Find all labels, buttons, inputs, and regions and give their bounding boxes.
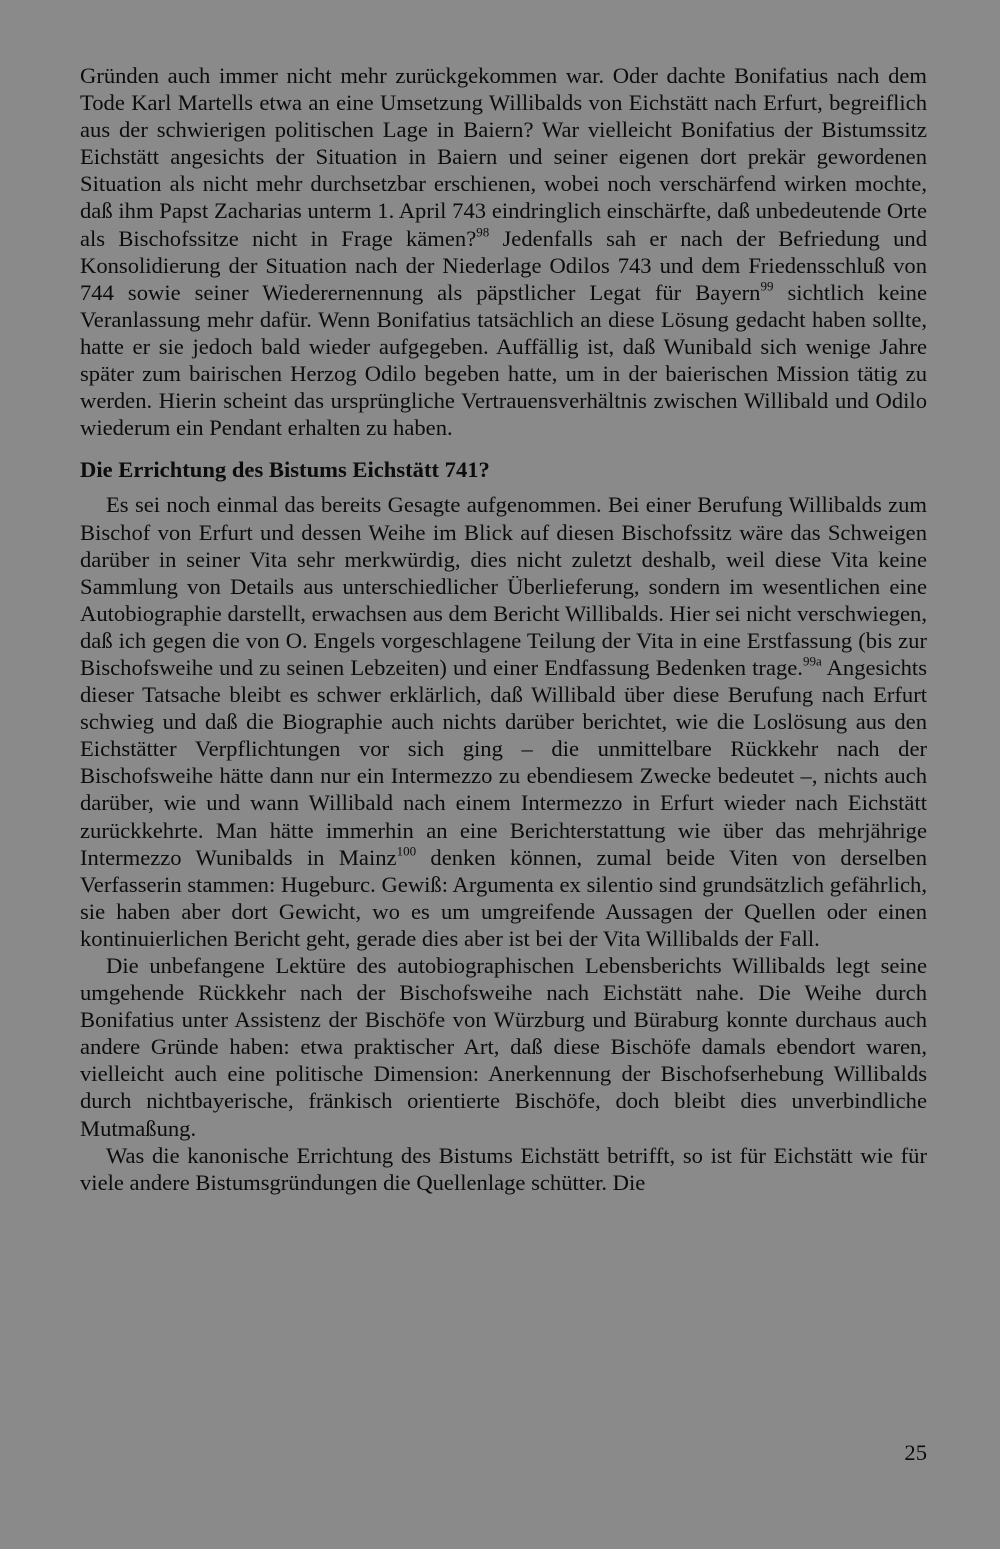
section-heading: Die Errichtung des Bistums Eichstätt 741? xyxy=(80,457,490,483)
text-run: denken können, zumal beide Viten von derselben Verfasserin stammen: Hugeburc. Gewiß: Argumenta ex silentio sind grundsätzlich gefährlich, sie haben aber dort Gewicht, wo es um umgreifende Aussagen der Quellen oder einen kontinuierlichen Bericht geht, gerade dies aber ist bei der Vita Willibalds der Fall. xyxy=(80,844,928,951)
text-run: Gründen auch immer nicht mehr zurückgekommen war. Oder dachte Bonifatius nach dem Tode Karl Martells etwa an eine Umsetzung Willibalds von Eichstätt nach Erfurt, begreiflich aus der schwierigen politischen Lage in Baiern? War vielleicht Bonifatius der Bistumssitz Eichstätt angesichts der Situation in Baiern und seiner eigenen dort prekär gewordenen Situation als nicht mehr durchsetzbar erschienen, wobei noch verschärfend wirken mochte, daß ihm Papst Zacharias unterm 1. April 743 eindringlich einschärfte, daß unbedeutende Orte als Bischofssitze nicht in Frage kämen? xyxy=(80,63,927,251)
text-run: sichtlich keine Veranlassung mehr dafür. Wenn Bonifatius tatsächlich an diese Lösung gedacht haben sollte, hatte er sie jedoch bald wieder aufgegeben. Auffällig ist, daß Wunibald sich wenige Jahre später zum bairischen Herzog Odilo begeben hatte, um in der baierischen Mission tätig zu werden. Hierin scheint das ursprüngliche Vertrauensverhältnis zwischen Willibald und Odilo wiederum ein Pendant erhalten zu haben. xyxy=(80,279,927,441)
paragraph xyxy=(80,952,927,1142)
footnote-marker: 98 xyxy=(476,223,490,239)
text-run: Die unbefangene Lektüre des autobiographischen Lebensberichts Willibalds legt seine umgehende Rückkehr nach der Bischofsweihe nach Eichstätt nahe. Die Weihe durch Bonifatius unter Assistenz der Bischöfe von Würzburg und Büraburg konnte durchaus auch andere Gründe haben: etwa praktischer Art, daß diese Bischöfe damals ebendort waren, vielleicht auch eine politische Dimension: Anerkennung der Bischofserhebung Willibalds durch nichtbayerische, fränkisch orientierte Bischöfe, doch bleibt dies unverbindliche Mutmaßung. xyxy=(80,953,927,1141)
footnote-marker: 99 xyxy=(760,278,774,293)
text-run: Jedenfalls sah er nach der Befriedung und Konsolidierung der Situation nach der Niederlage Odilos 743 und dem Friedensschluß von 744 sowie seiner Wiederernennung als päpstlicher Legat für Bayern xyxy=(80,225,927,305)
page-number: 25 xyxy=(904,1440,927,1465)
paragraph-continued xyxy=(80,62,927,441)
body-text xyxy=(80,62,927,1196)
text-run: Angesichts dieser Tatsache bleibt es schwer erklärlich, daß Willibald über diese Berufung nach Erfurt schwieg und daß die Biographie auch nichts darüber berichtet, wie die Loslösung aus den Eichstätter Verpflichtungen vor sich ging – die unmittelbare Rückkehr nach der Bischofsweihe hätte dann nur ein Intermezzo zu ebendiesem Zwecke bedeutet –, nichts auch darüber, wie und wann Willibald nach einem Intermezzo in Erfurt wieder nach Eichstätt zurückkehrte. Man hätte immerhin an eine Berichterstattung wie über das mehrjährige Intermezzo Wunibalds in Mainz xyxy=(80,654,927,870)
footnote-marker: 99a xyxy=(802,653,822,669)
text-run: Es sei noch einmal das bereits Gesagte aufgenommen. Bei einer Berufung Willibalds zum Bischof von Erfurt und dessen Weihe im Blick auf diesen Bischofssitz wäre das Schweigen darüber in seiner Vita sehr merkwürdig, dies nicht zuletzt deshalb, weil diese Vita keine Sammlung von Details aus unterschiedlicher Überlieferung, sondern im wesentlichen eine Autobiographie darstellt, erwachsen aus dem Bericht Willibalds. Hier sei nicht verschwiegen, daß ich gegen die von O. Engels vorgeschlagene Teilung der Vita in eine Erstfassung (bis zur Bischofsweihe und zu seinen Lebzeiten) und einer Endfassung Bedenken trage. xyxy=(80,492,927,680)
text-run: Was die kanonische Errichtung des Bistums Eichstätt betrifft, so ist für Eichstätt wie für viele andere Bistumsgründungen die Quellenlage schütter. Die xyxy=(80,1142,927,1195)
paragraph xyxy=(80,1142,927,1196)
paragraph xyxy=(80,491,927,952)
footnote-marker: 100 xyxy=(396,842,417,858)
